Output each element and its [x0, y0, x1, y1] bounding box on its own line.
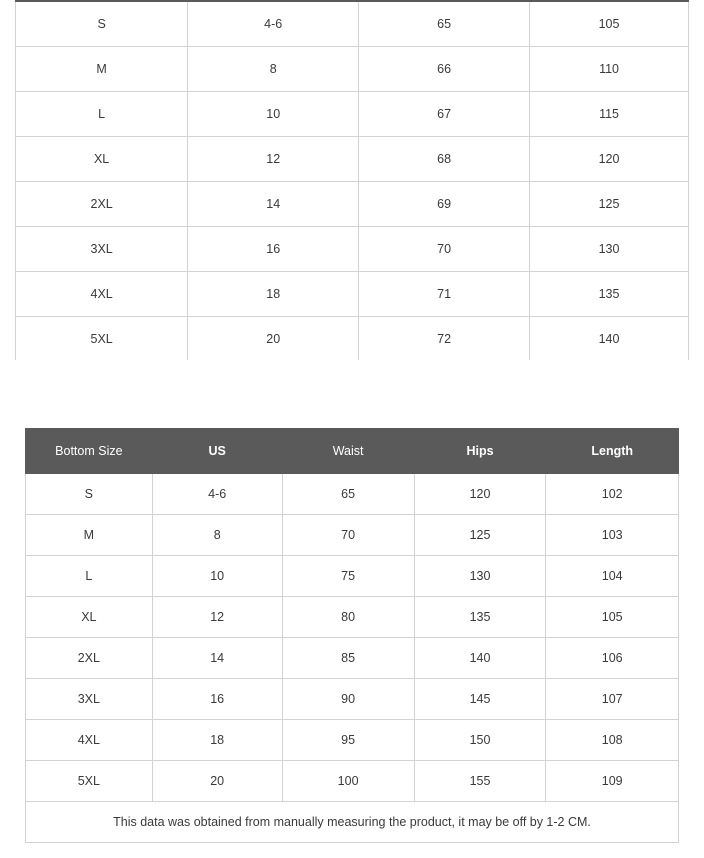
cell-size: 2XL — [26, 638, 153, 679]
cell-waist: 90 — [282, 679, 414, 720]
cell-us: 16 — [188, 227, 359, 272]
cell-size: 4XL — [26, 720, 153, 761]
table-row — [16, 272, 689, 317]
cell-length: 105 — [546, 597, 679, 638]
bottom-size-table — [25, 428, 679, 843]
cell-length: 109 — [546, 761, 679, 802]
cell-size: S — [16, 2, 188, 47]
table-row — [16, 317, 689, 362]
cell-bust: 68 — [359, 137, 530, 182]
cell-length: 110 — [530, 47, 689, 92]
cell-size: 4XL — [16, 272, 188, 317]
cell-length: 120 — [530, 137, 689, 182]
table-row — [16, 2, 689, 47]
cell-us: 12 — [152, 597, 282, 638]
cell-size: XL — [16, 137, 188, 182]
cell-bust: 65 — [359, 2, 530, 47]
table-row — [26, 556, 679, 597]
table-row — [16, 227, 689, 272]
cell-size: L — [26, 556, 153, 597]
cell-bust: 70 — [359, 227, 530, 272]
table-row — [26, 597, 679, 638]
cell-size: 3XL — [26, 679, 153, 720]
bottom-header-waist: Waist — [282, 429, 414, 474]
table-header-row — [26, 429, 679, 474]
cell-us: 4-6 — [188, 2, 359, 47]
cell-waist: 70 — [282, 515, 414, 556]
table-row — [26, 679, 679, 720]
cell-us: 14 — [152, 638, 282, 679]
section-divider — [0, 360, 704, 428]
bottom-size-table-container — [25, 428, 679, 843]
cell-waist: 85 — [282, 638, 414, 679]
cell-size: 5XL — [16, 317, 188, 362]
cell-length: 140 — [530, 317, 689, 362]
cell-length: 135 — [530, 272, 689, 317]
cell-size: 5XL — [26, 761, 153, 802]
cell-us: 8 — [188, 47, 359, 92]
cell-length: 103 — [546, 515, 679, 556]
cell-bust: 72 — [359, 317, 530, 362]
cell-size: S — [26, 474, 153, 515]
cell-waist: 65 — [282, 474, 414, 515]
cell-hips: 135 — [414, 597, 546, 638]
table-row — [16, 182, 689, 227]
table-row — [16, 137, 689, 182]
cell-waist: 80 — [282, 597, 414, 638]
bottom-header-size: Bottom Size — [26, 429, 153, 474]
table-row — [26, 638, 679, 679]
cell-hips: 120 — [414, 474, 546, 515]
cell-waist: 100 — [282, 761, 414, 802]
cell-length: 115 — [530, 92, 689, 137]
table-row — [26, 761, 679, 802]
cell-length: 107 — [546, 679, 679, 720]
table-row — [26, 720, 679, 761]
cell-us: 20 — [188, 317, 359, 362]
cell-us: 10 — [188, 92, 359, 137]
cell-hips: 125 — [414, 515, 546, 556]
cell-bust: 71 — [359, 272, 530, 317]
cell-us: 18 — [188, 272, 359, 317]
bottom-header-length: Length — [546, 429, 679, 474]
measurement-note-row — [26, 802, 679, 843]
bottom-table-body — [26, 474, 679, 843]
measurement-note: This data was obtained from manually measuring the product, it may be off by 1-2 CM. — [26, 802, 679, 843]
cell-us: 18 — [152, 720, 282, 761]
cell-us: 20 — [152, 761, 282, 802]
cell-size: 3XL — [16, 227, 188, 272]
cell-hips: 150 — [414, 720, 546, 761]
bottom-header-us: US — [152, 429, 282, 474]
table-row — [26, 515, 679, 556]
cell-us: 12 — [188, 137, 359, 182]
table-row — [16, 92, 689, 137]
cell-bust: 69 — [359, 182, 530, 227]
table-row — [26, 474, 679, 515]
cell-us: 10 — [152, 556, 282, 597]
cell-us: 16 — [152, 679, 282, 720]
cell-size: L — [16, 92, 188, 137]
cell-hips: 140 — [414, 638, 546, 679]
cell-us: 8 — [152, 515, 282, 556]
table-row — [16, 47, 689, 92]
cell-size: M — [26, 515, 153, 556]
cell-hips: 155 — [414, 761, 546, 802]
cell-us: 4-6 — [152, 474, 282, 515]
cell-hips: 130 — [414, 556, 546, 597]
cell-us: 14 — [188, 182, 359, 227]
cell-length: 105 — [530, 2, 689, 47]
top-table-body — [16, 2, 689, 362]
cell-length: 125 — [530, 182, 689, 227]
top-size-table — [15, 0, 689, 362]
bottom-table-header — [26, 429, 679, 474]
cell-bust: 67 — [359, 92, 530, 137]
cell-hips: 145 — [414, 679, 546, 720]
cell-length: 106 — [546, 638, 679, 679]
cell-waist: 75 — [282, 556, 414, 597]
cell-length: 130 — [530, 227, 689, 272]
cell-size: XL — [26, 597, 153, 638]
cell-length: 104 — [546, 556, 679, 597]
cell-size: M — [16, 47, 188, 92]
bottom-header-hips: Hips — [414, 429, 546, 474]
cell-length: 102 — [546, 474, 679, 515]
top-size-table-container — [15, 0, 689, 362]
cell-waist: 95 — [282, 720, 414, 761]
cell-length: 108 — [546, 720, 679, 761]
cell-size: 2XL — [16, 182, 188, 227]
cell-bust: 66 — [359, 47, 530, 92]
